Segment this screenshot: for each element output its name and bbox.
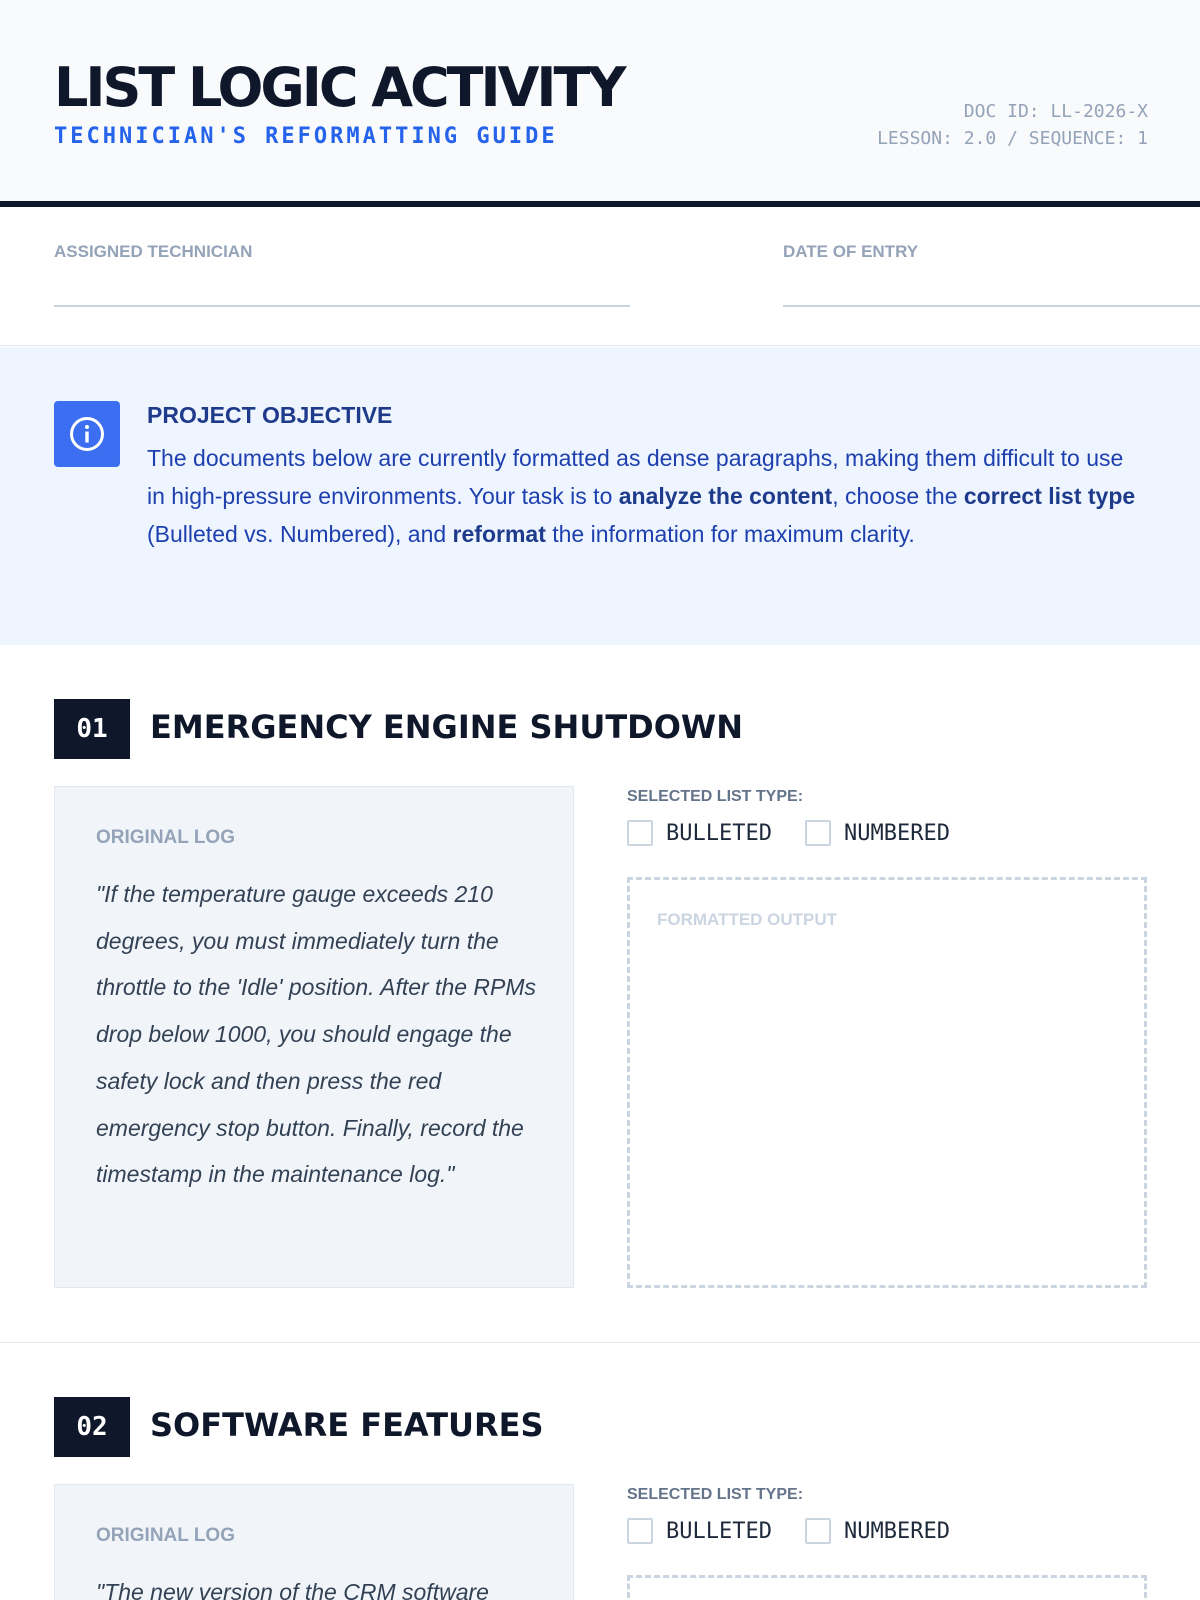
technician-label: ASSIGNED TECHNICIAN	[54, 242, 253, 261]
numbered-checkbox[interactable]	[805, 1518, 831, 1544]
numbered-option[interactable]	[805, 819, 950, 847]
numbered-option[interactable]	[805, 1517, 950, 1545]
doc-id: DOC ID: LL-2026-X	[963, 101, 1148, 122]
original-log-box	[54, 786, 574, 1288]
lesson-sequence: LESSON: 2.0 / SEQUENCE: 1	[877, 128, 1148, 149]
select-list-type-label: SELECTED LIST TYPE:	[627, 1486, 804, 1503]
formatted-output-field[interactable]	[627, 1575, 1147, 1600]
log-text: "If the temperature gauge exceeds 210 degrees, you must immediately turn the throttle to the 'Idle' position. After the RPMs drop below 1000, you should engage the safety lock and then press the red emergency stop button. Finally, record the timestamp in the maintenance log."	[96, 881, 537, 1188]
technician-field[interactable]	[54, 305, 630, 307]
date-label: DATE OF ENTRY	[783, 242, 919, 261]
document-meta	[877, 98, 1148, 152]
log-label: ORIGINAL LOG	[96, 827, 235, 848]
entry-fields	[0, 213, 1200, 346]
numbered-label: NUMBERED	[844, 1518, 950, 1544]
section-title: SOFTWARE FEATURES	[150, 1406, 544, 1444]
numbered-label: NUMBERED	[844, 820, 950, 846]
bulleted-label: BULLETED	[666, 1518, 772, 1544]
objective-panel	[0, 347, 1200, 645]
section-title: EMERGENCY ENGINE SHUTDOWN	[150, 708, 743, 746]
bulleted-checkbox[interactable]	[627, 820, 653, 846]
page-subtitle: TECHNICIAN'S REFORMATTING GUIDE	[54, 124, 558, 149]
info-icon	[54, 401, 120, 467]
objective-title: PROJECT OBJECTIVE	[147, 402, 393, 428]
numbered-checkbox[interactable]	[805, 820, 831, 846]
original-log-box	[54, 1484, 574, 1600]
formatted-output-field[interactable]	[627, 877, 1147, 1288]
output-label: FORMATTED OUTPUT	[657, 910, 838, 929]
bulleted-label: BULLETED	[666, 820, 772, 846]
bulleted-option[interactable]	[627, 1517, 772, 1545]
bulleted-option[interactable]	[627, 819, 772, 847]
select-list-type-label: SELECTED LIST TYPE:	[627, 788, 804, 805]
page-title: LIST LOGIC ACTIVITY	[54, 56, 624, 119]
date-field[interactable]	[783, 305, 1200, 307]
section-divider	[0, 1342, 1200, 1343]
log-text: "The new version of the CRM software	[96, 1579, 489, 1600]
document-header	[0, 0, 1200, 207]
section-number: 01	[54, 699, 130, 759]
section-number: 02	[54, 1397, 130, 1457]
objective-text: The documents below are currently formatted as dense paragraphs, making them difficult to use in high-pressure environments. Your task is to analyze the content, choose the correct list type (Bulleted vs. Numbered), and reformat the information for maximum clarity.	[147, 445, 1136, 547]
log-label: ORIGINAL LOG	[96, 1525, 235, 1546]
bulleted-checkbox[interactable]	[627, 1518, 653, 1544]
